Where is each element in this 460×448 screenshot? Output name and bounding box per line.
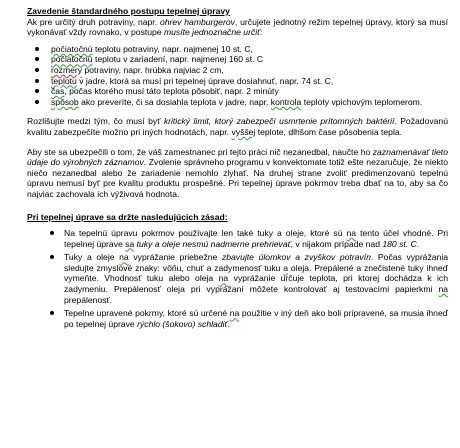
text-run: , určujete jednotný režim tepelnej úpravy, ktorý sa musí vykonávať vždy rovnako, v postupe <box>27 16 448 38</box>
text-run: na <box>218 273 229 284</box>
text-run: na <box>119 252 129 263</box>
list-item <box>51 97 448 108</box>
italic-run: rýchlo (šokovo) schladiť <box>137 318 228 329</box>
italic-run: musíte jednoznačne určiť: <box>163 27 263 38</box>
list-item <box>64 308 448 329</box>
text-run: a <box>283 262 289 273</box>
text-run: Ak pre určitý druh potraviny, napr. <box>27 16 158 27</box>
text-run: v jadre, ktorá sa musí pri tepelnej úprave dosiahnuť, napr. 74 st. C, <box>76 75 334 86</box>
text-run: na <box>346 228 357 239</box>
text-run: teplote, dlhšom čase pôsobenia tepla. <box>257 126 403 137</box>
paragraph-records <box>27 147 448 200</box>
italic-run: kritický limit, ktorý zabezpečí usmrtenie prítomných baktérií <box>163 116 395 127</box>
paragraph-critical-limit <box>27 116 448 137</box>
text-run: počiatočnú <box>51 43 93 54</box>
text-run: použitie v iný deň ako boli pripravené, sa musia ihneď po tepelnej úprave <box>64 308 449 329</box>
italic-run: 180 st. C <box>382 238 417 249</box>
text-run: ako preveríte, či sa dosiahla teplota v jadre, napr. <box>78 96 271 107</box>
text-run: . Požadovanú kvalitu zabezpečíte možno pri iných hodnotách, napr. <box>27 116 448 137</box>
italic-run: zbavujte úlomkov a zvyškov potravín <box>221 252 371 263</box>
rules-list <box>27 228 448 329</box>
text-run: tento účel vhodné. Pri tepelnej úprave <box>64 228 449 249</box>
text-run: na <box>438 284 449 295</box>
text-run: vyprážanie priebežne <box>133 252 218 263</box>
italic-run: ohrev hamburgerov <box>159 16 235 27</box>
italic-run: tuky a oleje nesmú nadmerne prehrievať <box>136 238 291 249</box>
list-item <box>64 228 448 249</box>
text-run: Tepelne upravené pokrmy, ktoré sú určené <box>64 308 228 319</box>
italic-run: zaznamenávať tieto údaje do výrobných záznamov <box>27 146 448 168</box>
text-run: Na tepelnú úpravu pokrmov používajte len také tuky a oleje, ktoré sú <box>64 228 343 239</box>
intro-paragraph <box>27 17 448 38</box>
text-run: vyššej <box>231 126 256 137</box>
text-run: Aby ste sa ubezpečili o tom, že váš zamestnanec pri tejto práci nič nezanedbal, naučte ho <box>27 146 371 157</box>
text-run: . <box>227 318 230 329</box>
text-run: , počas ktorého musí táto teplota pôsobiť, napr. 2 minúty <box>64 86 279 97</box>
list-item <box>64 252 448 305</box>
rules-heading: Pri tepelnej úprave sa držte nasledujúcich zásad: <box>27 211 228 222</box>
text-run: teploty vpichovým teplomerom. <box>301 96 423 107</box>
list-item <box>51 76 448 87</box>
text-run: Tuky a oleje <box>64 252 115 263</box>
text-run: prepálenosť. <box>64 294 113 305</box>
section-heading: Zavedenie štandardného postupu tepelnej úpravy <box>27 6 230 16</box>
text-run: teplotu potraviny, napr. najmenej 10 st. C, <box>92 43 253 54</box>
text-run: teplotu <box>51 75 77 86</box>
list-item <box>51 65 448 76</box>
text-run: na <box>229 308 240 319</box>
text-run: , v nijakom prípade nad <box>290 238 380 249</box>
text-run: spôsob <box>51 96 79 107</box>
text-run: . Zvolenie správneho programu v konvektomate totiž ešte nezaručuje, že niekto niečo nezanedbal alebo že zariadenie nemohlo zlyhať. Na druhej strane zvoliť predimenzovanú tepelnú úpravu nemusí byť pre kvalitu produktu prospešné. Pri tepelnej úprave pokrmov treba dbať na to, aby sa čo najviac zachovala ich výživová hodnota. <box>27 157 448 199</box>
text-run: počiatočnú <box>51 54 93 65</box>
text-run: teplotu v zariadení, napr. najmenej 160 st. C <box>92 54 264 65</box>
text-run: sa <box>125 238 135 249</box>
text-run: . Počas vyprážania sledujte zmyslové znaky: vôňu, chuť a zadymenosť tuku <box>64 252 449 273</box>
text-run: vyprážanie určuje teplota, pri ktorej dochádza k ich zadymeniu. Prepálenosť oleja pri vyprážaní môžete kontrolovať aj testovacími papierkmi <box>64 273 449 295</box>
text-run: oleja. Prepálené a znečistené tuky ihneď vymeňte. Vhodnosť tuku alebo oleja <box>64 262 448 284</box>
parameters-list <box>27 44 448 108</box>
list-item <box>51 54 448 65</box>
list-item <box>51 44 448 55</box>
text-run: čas <box>51 86 65 97</box>
text-run: rozmery <box>51 64 83 75</box>
text-run: potraviny, napr. hrúbka najviac 2 cm, <box>82 64 224 75</box>
text-run: kontrola <box>270 96 302 107</box>
text-run: . <box>416 238 420 249</box>
list-item <box>51 86 448 97</box>
text-run: Rozlišujte medzi tým, čo musí byť <box>27 116 161 127</box>
